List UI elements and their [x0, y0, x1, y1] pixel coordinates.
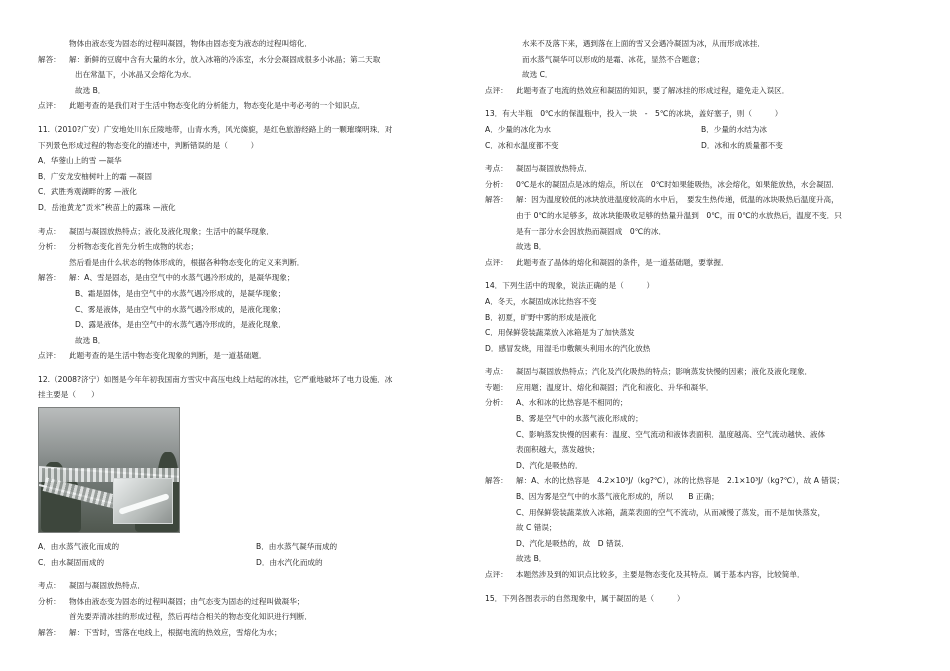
line-label: 点评：: [485, 257, 508, 267]
line-text: B、雾是空气中的水蒸气液化形成的；: [516, 414, 643, 424]
line-text: 物体由液态变为固态的过程叫凝固，物体由固态变为液态的过程叫熔化．: [69, 39, 312, 48]
answer-option: A．冬天，水凝固成冰比热容不变: [485, 296, 597, 306]
question-11-options: [38, 153, 470, 215]
text-line: [485, 536, 915, 552]
question-stem-line: 13．有大半瓶 0℃水的保温瓶中，投入一块 - 5℃的冰块，盖好塞子，则（ ）: [485, 109, 783, 119]
text-line: [485, 411, 915, 427]
line-text: 故选 C．: [522, 70, 553, 80]
line-label: 考点：: [38, 581, 61, 591]
text-line: [38, 239, 470, 255]
text-line: [485, 567, 915, 583]
text-line: [485, 380, 915, 396]
answer-option: A．由水蒸气液化而成的: [38, 542, 120, 552]
option-row: [485, 122, 915, 138]
line-text: 凝固与凝固放热特点．: [69, 581, 145, 591]
text-line: [38, 255, 470, 271]
line-text: 故选 B．: [516, 554, 547, 564]
question-13-stem: [485, 106, 915, 122]
line-label: 点评：: [38, 101, 61, 111]
answer-option: C．由水凝固而成的: [38, 557, 105, 567]
question-12-analysis: [38, 578, 470, 640]
line-text: 然后看是由什么状态的物体形成的，根据各种物态变化的定义来判断．: [69, 257, 305, 267]
line-text: 而水蒸气凝华可以形成的是霜、冰花，显然不合题意；: [522, 54, 705, 64]
text-line: [485, 36, 915, 52]
question-stem-line: 12.（2008?济宁）如图是今年年初我国南方雪灾中高压电线上结起的冰挂，它严重地破坏了电力设施．冰: [38, 374, 393, 384]
text-line: [38, 67, 470, 83]
line-label: 分析：: [38, 596, 61, 606]
left-top-continuation: [38, 36, 470, 114]
line-text: 物体由液态变为固态的过程叫凝固；由气态变为固态的过程叫做凝华；: [69, 596, 305, 606]
question-14-stem: [485, 278, 915, 294]
text-line: [485, 505, 915, 521]
text-line: [485, 177, 915, 193]
question-14-analysis: [485, 364, 915, 582]
text-line: [485, 224, 915, 240]
line-label: 考点：: [485, 367, 508, 377]
question-stem-line: 挂主要是（ ）: [38, 390, 99, 400]
text-line: [38, 286, 470, 302]
text-line: [485, 442, 915, 458]
line-text: 凝固与凝固放热特点；汽化及汽化吸热的特点；影响蒸发快慢的因素；液化及液化现象．: [516, 367, 813, 377]
line-text: 本题然涉及到的知识点比较多，主要是物态变化及其特点．属于基本内容，比较简单．: [516, 570, 805, 579]
line-text: 此题考查的是我们对于生活中物态变化的分析能力，物态变化是中考必考的一个知识点．: [69, 101, 366, 111]
option-row: [485, 138, 915, 154]
line-text: 出在常温下，小冰晶又会熔化为水．: [75, 70, 197, 80]
line-label: 考点：: [38, 226, 61, 236]
line-text: D、汽化是吸热的，故 D 错误．: [516, 538, 629, 548]
option-row: [38, 555, 470, 571]
line-label: 专题：: [485, 382, 508, 392]
line-text: B、霜是固体，是由空气中的水蒸气遇冷形成的，是凝华现象；: [75, 288, 286, 298]
answer-option: C．冰和水温度都不变: [485, 140, 559, 150]
text-line: [485, 458, 915, 474]
question-stem-line: 14．下列生活中的现象，说法正确的是（ ）: [485, 281, 655, 291]
question-14-options: [485, 294, 915, 356]
text-line: [38, 302, 470, 318]
text-line: [38, 270, 470, 286]
line-text: C、影响蒸发快慢的因素有：温度、空气流动和液体表面积．温度越高、空气流动越快、液体: [516, 429, 826, 439]
text-line: [485, 192, 915, 208]
answer-option: D．感冒发烧，用湿毛巾敷额头利用水的汽化放热: [485, 343, 651, 353]
text-line: [485, 427, 915, 443]
line-label: 解答：: [485, 195, 508, 205]
line-text: 此题考查了晶体的熔化和凝固的条件，是一道基础题，要掌握．: [516, 257, 729, 267]
question-stem-line: 下列景色形成过程的物态变化的描述中，判断错误的是（ ）: [38, 140, 259, 150]
line-text: A、水和冰的比热容是不相同的；: [516, 398, 628, 408]
text-line: [38, 333, 470, 349]
line-label: 点评：: [485, 85, 508, 95]
question-13-analysis: [485, 161, 915, 270]
right-top-continuation: [485, 36, 915, 98]
text-line: [38, 36, 470, 52]
text-line: [485, 83, 915, 99]
line-text: 故选 B．: [516, 242, 547, 252]
answer-option: D．冰和水的质量都不变: [701, 140, 783, 150]
line-label: 解答：: [38, 54, 61, 64]
line-text: 此题考查了电流的热效应和凝固的知识，要了解冰挂的形成过程，避免走入误区．: [516, 85, 790, 95]
line-text: C、雾是液体，是由空气中的水蒸气遇冷形成的，是液化现象；: [75, 304, 286, 314]
text-line: [38, 578, 470, 594]
line-label: 点评：: [485, 570, 508, 579]
text-line: [485, 208, 915, 224]
answer-option: A．少量的冰化为水: [485, 124, 551, 134]
answer-option: D．岳池黄龙“贡米”秧苗上的露珠 —液化: [38, 202, 176, 212]
text-line: [485, 239, 915, 255]
text-line: [485, 395, 915, 411]
line-text: 水来不及落下来，遇到落在上面的雪又会遇冷凝固为冰，从而形成冰挂．: [522, 39, 765, 48]
answer-option: C．用保鲜袋装蔬菜放入冰箱是为了加快蒸发: [485, 328, 635, 338]
text-line: [38, 98, 470, 114]
question-stem-line: 11.（2010?广安）广安地处川东丘陵地带，山青水秀，风光旖旎，是红色旅游经路上的一颗璀璨明珠．对: [38, 124, 393, 134]
text-line: [38, 609, 470, 625]
line-text: 0℃是水的凝固点是冰的熔点，所以在 0℃时如果能吸热，冰会熔化，如果能放热，水会凝固．: [516, 179, 839, 189]
text-line: [38, 52, 470, 68]
question-15-stem: [485, 591, 915, 607]
question-12-options: [38, 539, 470, 570]
line-text: 由于 0℃的水足够多，故冰块能吸收足够的热量升温到 0℃，而 0℃的水放热后，温度不变．只: [516, 210, 842, 220]
question-12-stem: [38, 372, 470, 403]
line-label: 解答：: [38, 628, 61, 638]
text-line: [485, 520, 915, 536]
text-line: [38, 317, 470, 333]
answer-option: D．由水汽化而成的: [256, 557, 323, 567]
line-text: 故选 B．: [75, 335, 106, 345]
text-line: [38, 625, 470, 641]
line-label: 分析：: [38, 242, 61, 252]
line-text: 凝固与凝固放热特点．: [516, 164, 592, 174]
line-text: 凝固与凝固放热特点；液化及液化现象；生活中的凝华现象．: [69, 226, 275, 236]
line-text: 此题考查的是生活中物态变化现象的判断，是一道基础题．: [69, 351, 267, 361]
line-label: 点评：: [38, 351, 61, 361]
line-label: 解答：: [485, 476, 508, 486]
icicle-closeup-inset: [113, 478, 173, 524]
line-text: 解：新鲜的豆腐中含有大量的水分，放入冰箱的冷冻室，水分会凝固成很多小冰晶；第二天取: [69, 54, 381, 64]
answer-option: B．初夏，旷野中雾的形成是液化: [485, 312, 597, 322]
line-text: 表面积越大，蒸发越快；: [516, 445, 600, 455]
line-text: 解：A、水的比热容是 4.2×10³J/（kg?℃），冰的比热容是 2.1×10³J/（kg?℃），故 A 错误；: [516, 476, 845, 486]
text-line: [485, 52, 915, 68]
text-line: [38, 594, 470, 610]
text-line: [38, 83, 470, 99]
option-row: [38, 539, 470, 555]
line-text: 解：因为温度较低的冰块放进温度较高的水中后， 要发生热传递，低温的冰块吸热后温度升高，: [516, 195, 839, 205]
ice-coated-power-lines-photo: [38, 407, 180, 533]
text-line: [485, 161, 915, 177]
line-label: 解答：: [38, 273, 61, 283]
right-column: [485, 36, 915, 606]
text-line: [485, 255, 915, 271]
text-line: [485, 67, 915, 83]
text-line: [485, 551, 915, 567]
line-text: 解：A、雪是固态，是由空气中的水蒸气遇冷形成的，是凝华现象；: [69, 273, 295, 283]
line-text: 分析物态变化首先分析生成物的状态；: [69, 242, 199, 252]
line-text: 应用题；温度计、熔化和凝固；汽化和液化、升华和凝华．: [516, 382, 714, 392]
question-11-analysis: [38, 224, 470, 364]
answer-option: C．武胜秀观湖畔的雾 —液化: [38, 187, 137, 197]
line-label: 考点：: [485, 164, 508, 174]
line-label: 分析：: [485, 179, 508, 189]
line-text: 故选 B．: [75, 85, 106, 95]
left-column: [38, 36, 470, 641]
text-line: [485, 364, 915, 380]
question-11-stem: [38, 122, 470, 153]
line-text: 是有一部分水会因放热而凝固成 0℃的冰．: [516, 226, 667, 236]
answer-option: B．少量的水结为冰: [701, 124, 767, 134]
text-line: [38, 348, 470, 364]
text-line: [485, 489, 915, 505]
line-text: 解：下雪时，雪落在电线上，根据电流的热效应，雪熔化为水；: [69, 628, 282, 638]
line-text: 首先要弄清冰挂的形成过程，然后再结合相关的物态变化知识进行判断．: [69, 612, 312, 622]
text-line: [485, 473, 915, 489]
question-13-options: [485, 122, 915, 153]
answer-option: B．由水蒸气凝华而成的: [256, 542, 338, 552]
text-line: [38, 224, 470, 240]
question-stem-line: 15．下列各图表示的自然现象中，属于凝固的是（ ）: [485, 593, 685, 603]
line-text: D、汽化是吸热的．: [516, 460, 583, 470]
answer-option: B．广安龙安柚树叶上的霜 —凝固: [38, 171, 152, 181]
line-label: 分析：: [485, 398, 508, 408]
answer-option: A．华蓥山上的雪 —凝华: [38, 156, 122, 166]
line-text: B、因为雾是空气中的水蒸气液化形成的，所以 B 正确；: [516, 492, 719, 502]
line-text: 故 C 错误；: [516, 523, 557, 533]
line-text: D、露是液体，是由空气中的水蒸气遇冷形成的，是液化现象．: [75, 320, 286, 330]
line-text: C、用保鲜袋装蔬菜放入冰箱，蔬菜表面的空气不流动，从而减慢了蒸发，而不是加快蒸发，: [516, 507, 826, 517]
